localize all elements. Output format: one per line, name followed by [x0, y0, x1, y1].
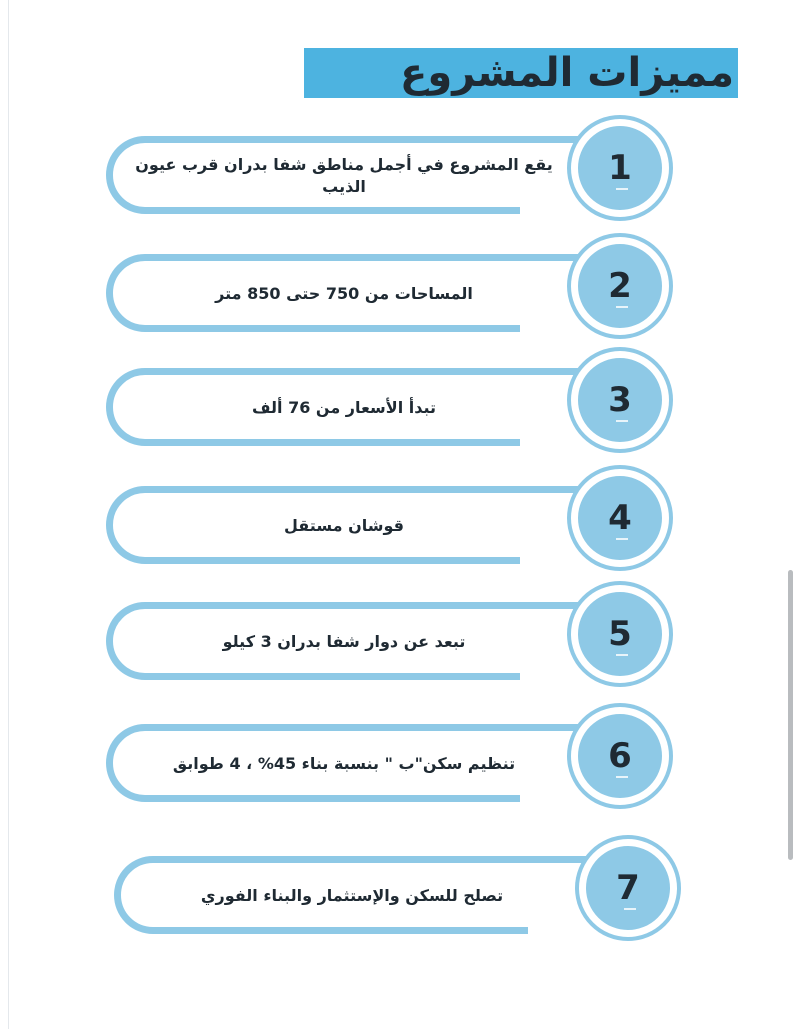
badge-number: 6	[608, 736, 632, 776]
number-badge	[574, 472, 666, 564]
feature-item-2	[100, 240, 680, 340]
badge-number: 7	[616, 868, 640, 908]
feature-item-6	[100, 710, 680, 810]
page-title-banner	[304, 46, 738, 100]
feature-item-1	[100, 122, 680, 222]
badge-number: 5	[608, 614, 632, 654]
feature-item-4	[100, 472, 680, 572]
number-badge	[574, 710, 666, 802]
badge-number: 3	[608, 380, 632, 420]
feature-text: تصلح للسكن والإستثمار والبناء الفوري	[200, 886, 504, 905]
number-badge	[574, 354, 666, 446]
scrollbar-track[interactable]	[788, 0, 800, 1029]
feature-item-7	[108, 842, 688, 942]
feature-text: تبدأ الأسعار من 76 ألف	[251, 398, 437, 417]
number-badge	[574, 240, 666, 332]
feature-text: يقع المشروع في أجمل مناطق شفا بدران قرب عيون الذيب	[135, 155, 553, 196]
feature-text: قوشان مستقل	[284, 516, 404, 535]
number-badge	[582, 842, 674, 934]
feature-text: تبعد عن دوار شفا بدران 3 كيلو	[222, 632, 466, 651]
badge-number: 2	[608, 266, 632, 306]
page-title: مميزات المشروع	[400, 50, 734, 96]
badge-number: 4	[608, 498, 632, 538]
badge-number: 1	[608, 148, 632, 188]
feature-item-5	[100, 588, 680, 688]
scrollbar-thumb[interactable]	[788, 570, 793, 860]
feature-text: تنظيم سكن"ب " بنسبة بناء 45% ، 4 طوابق	[172, 754, 516, 773]
page-edge	[8, 0, 9, 1029]
feature-item-3	[100, 354, 680, 454]
number-badge	[574, 122, 666, 214]
feature-text: المساحات من 750 حتى 850 متر	[215, 284, 473, 303]
number-badge	[574, 588, 666, 680]
